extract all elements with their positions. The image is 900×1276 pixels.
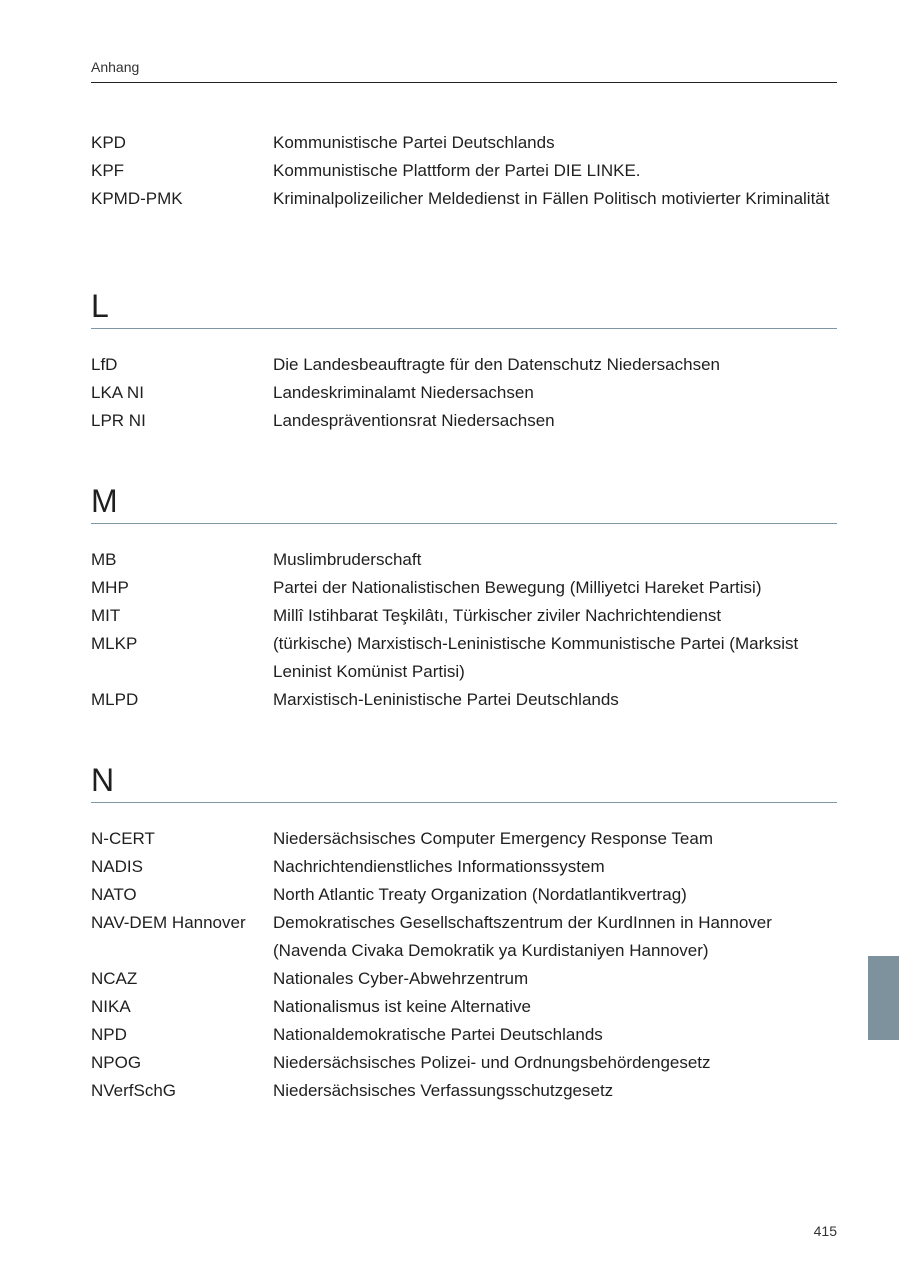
section-n-heading [91,762,837,803]
entry-definition: North Atlantic Treaty Organization (Nordatlantikvertrag) [273,885,687,904]
entry-definition: Millî Istihbarat Teşkilâtı, Türkischer ziviler Nachrichtendienst [273,606,722,625]
section-m-list [91,546,837,714]
entry-definition: Nationalismus ist keine Alternative [273,997,531,1016]
glossary-entry [91,1077,837,1105]
entry-abbreviation: MLKP [91,634,138,653]
entry-abbreviation: N-CERT [91,829,155,848]
glossary-entry [91,379,837,407]
glossary-entry [91,129,837,157]
entry-abbreviation: NPD [91,1025,127,1044]
entry-abbreviation: NAV-DEM Hannover [91,913,246,932]
glossary-entry [91,1021,837,1049]
entry-definition: Niedersächsisches Computer Emergency Response Team [273,829,713,848]
glossary-entry [91,546,837,574]
section-letter: L [91,288,109,324]
entry-abbreviation: NCAZ [91,969,138,988]
glossary-entry [91,157,837,185]
glossary-entry [91,185,837,213]
glossary-entry [91,965,837,993]
glossary-entry [91,686,837,714]
entry-abbreviation: KPD [91,133,126,152]
entry-abbreviation: MHP [91,578,129,597]
entry-abbreviation: NATO [91,885,137,904]
running-header [91,58,837,83]
section-k-list [91,129,837,213]
entry-definition: Landeskriminalamt Niedersachsen [273,383,534,402]
section-l-list [91,351,837,435]
section-l-heading [91,288,837,329]
entry-definition: Landespräventionsrat Niedersachsen [273,411,555,430]
entry-definition: Niedersächsisches Polizei- und Ordnungsbehördengesetz [273,1053,711,1072]
glossary-entry [91,351,837,379]
entry-definition: Muslimbruderschaft [273,550,422,569]
entry-definition: Nationaldemokratische Partei Deutschlands [273,1025,603,1044]
glossary-entry [91,853,837,881]
entry-abbreviation: NIKA [91,997,131,1016]
entry-abbreviation: LKA NI [91,383,144,402]
glossary-entry [91,993,837,1021]
glossary-entry [91,630,837,686]
entry-definition: Demokratisches Gesellschaftszentrum der KurdInnen in Hannover (Navenda Civaka Demokratik ya Kurdistaniyen Hannover) [273,913,772,960]
chapter-thumb-tab [868,956,899,1040]
entry-definition: Nachrichtendienstliches Informationssystem [273,857,605,876]
glossary-entry [91,909,837,965]
glossary-entry [91,881,837,909]
entry-definition: Nationales Cyber-Abwehrzentrum [273,969,529,988]
entry-abbreviation: MLPD [91,690,139,709]
glossary-entry [91,574,837,602]
entry-definition: (türkische) Marxistisch-Leninistische Kommunistische Partei (Marksist Leninist Komünist Partisi) [273,634,799,681]
entry-definition: Die Landesbeauftragte für den Datenschutz Niedersachsen [273,355,721,374]
entry-definition: Niedersächsisches Verfassungsschutzgesetz [273,1081,614,1100]
running-header-title: Anhang [91,59,140,75]
glossary-entry [91,602,837,630]
entry-definition: Kommunistische Plattform der Partei DIE LINKE. [273,161,641,180]
entry-abbreviation: NPOG [91,1053,142,1072]
page-number: 415 [813,1223,837,1239]
section-m-heading [91,483,837,524]
glossary-entry [91,825,837,853]
entry-abbreviation: KPMD-PMK [91,189,183,208]
entry-abbreviation: NVerfSchG [91,1081,177,1100]
entry-definition: Kriminalpolizeilicher Meldedienst in Fällen Politisch motivierter Kriminalität [273,189,830,208]
entry-abbreviation: LfD [91,355,118,374]
entry-abbreviation: NADIS [91,857,143,876]
section-letter: N [91,762,115,798]
entry-definition: Partei der Nationalistischen Bewegung (Milliyetci Hareket Partisi) [273,578,762,597]
entry-abbreviation: KPF [91,161,125,180]
section-n-list [91,825,837,1105]
section-letter: M [91,483,118,519]
entry-definition: Kommunistische Partei Deutschlands [273,133,555,152]
entry-definition: Marxistisch-Leninistische Partei Deutschlands [273,690,619,709]
entry-abbreviation: MB [91,550,117,569]
entry-abbreviation: LPR NI [91,411,146,430]
glossary-entry [91,1049,837,1077]
glossary-entry [91,407,837,435]
entry-abbreviation: MIT [91,606,121,625]
